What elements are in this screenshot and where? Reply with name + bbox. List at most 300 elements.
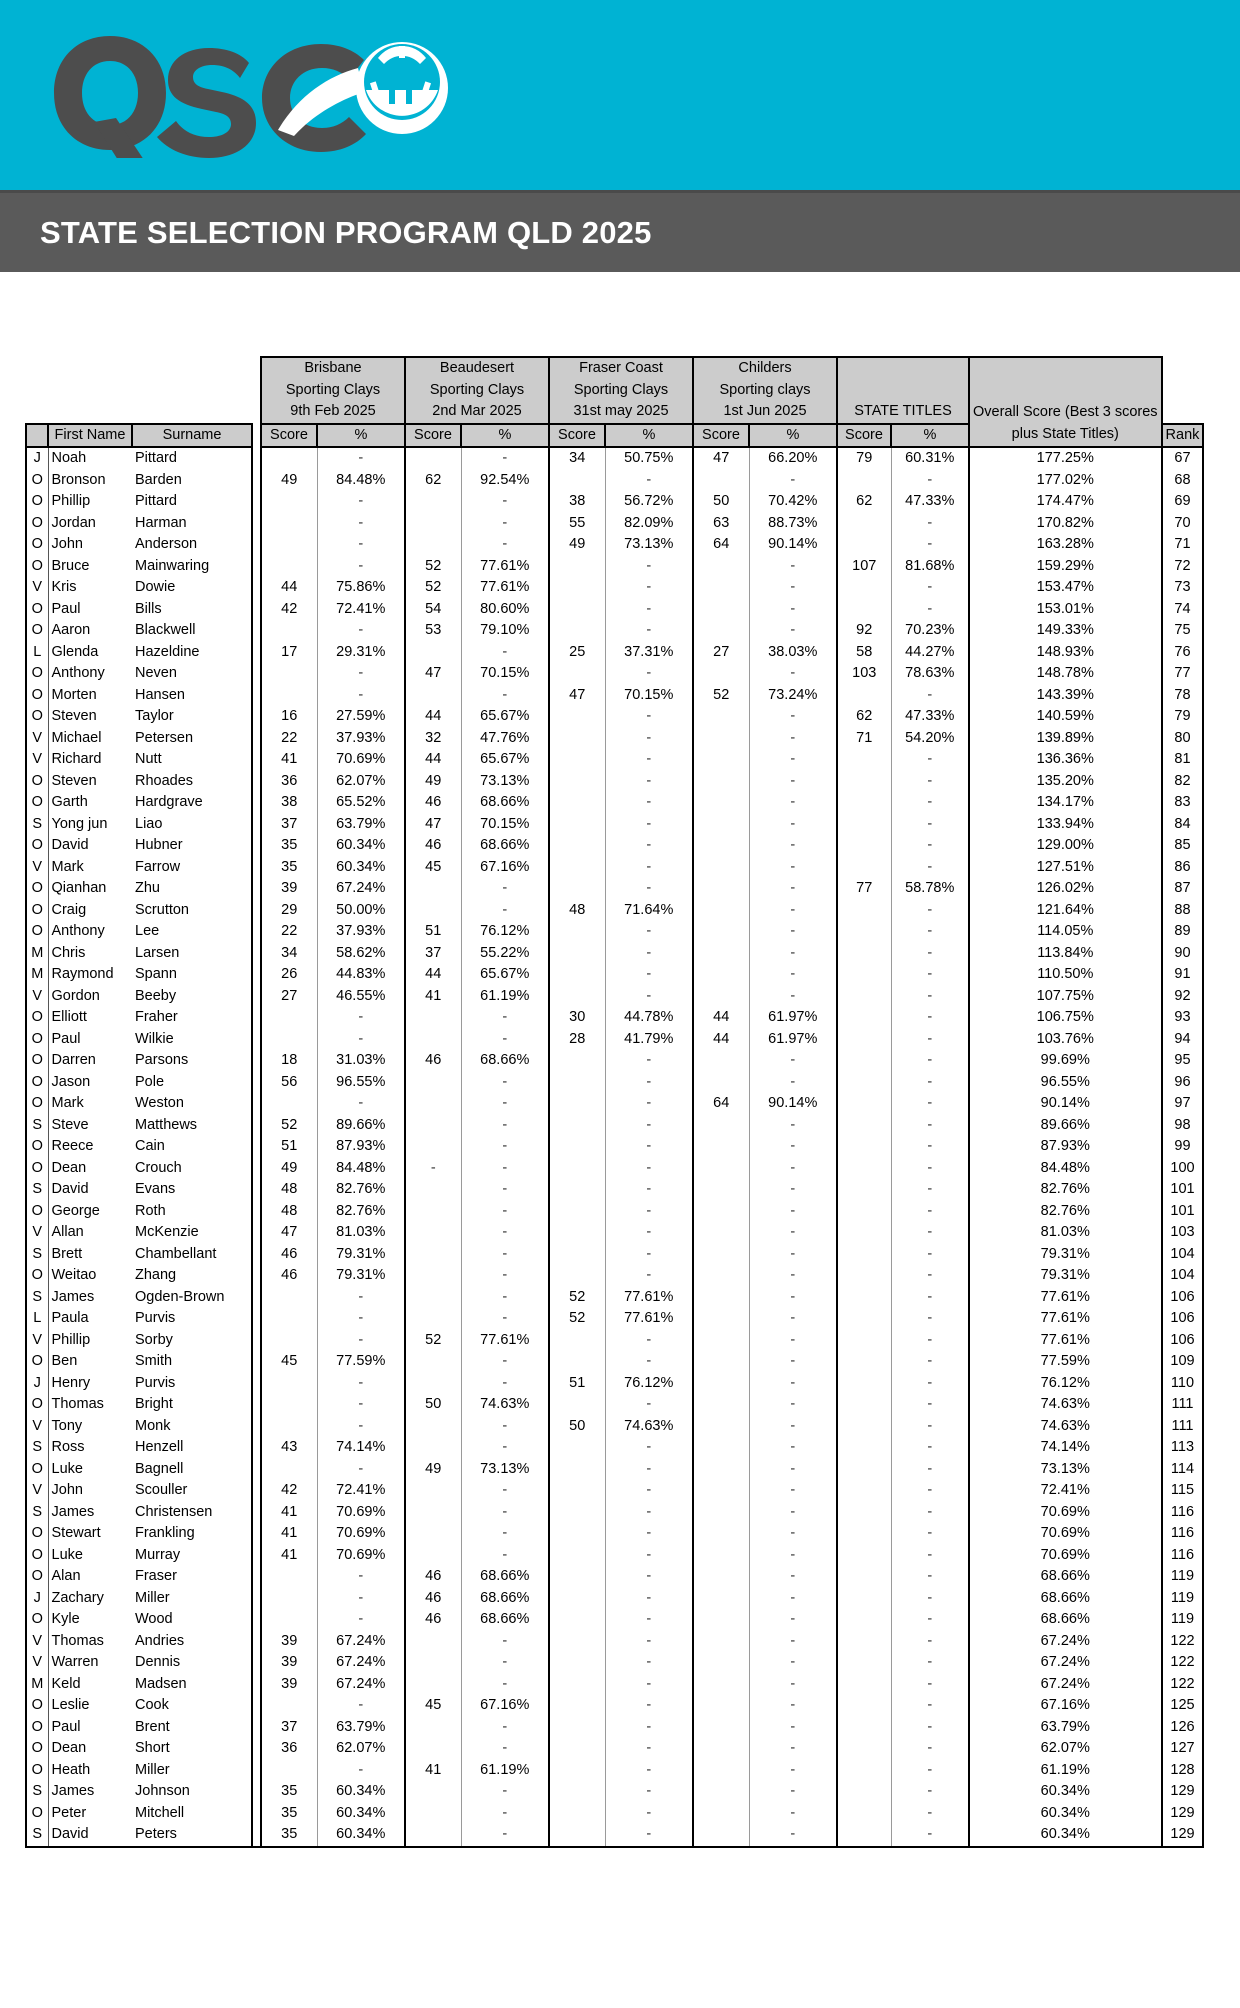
- state-titles-score: [837, 1330, 891, 1352]
- rank-value: 115: [1162, 1480, 1204, 1502]
- table-row: [26, 1287, 1203, 1309]
- fraser-percent: -: [605, 878, 693, 900]
- rank-value: 93: [1162, 1007, 1204, 1029]
- state-titles-percent: -: [891, 1781, 969, 1803]
- brisbane-percent: 67.24%: [317, 1674, 405, 1696]
- fraser-score: [549, 921, 605, 943]
- childers-score: [693, 792, 749, 814]
- table-row: [26, 534, 1203, 556]
- athlete-category: S: [26, 1502, 48, 1524]
- brisbane-percent: 58.62%: [317, 943, 405, 965]
- athlete-surname: Madsen: [132, 1674, 252, 1696]
- athlete-category: O: [26, 470, 48, 492]
- beaudesert-percent: 68.66%: [461, 1566, 549, 1588]
- overall-score: 81.03%: [969, 1222, 1162, 1244]
- overall-score: 60.34%: [969, 1781, 1162, 1803]
- fraser-percent: 82.09%: [605, 513, 693, 535]
- athlete-category: O: [26, 1394, 48, 1416]
- brisbane-score: 27: [261, 986, 317, 1008]
- childers-score: [693, 1480, 749, 1502]
- athlete-first-name: Leslie: [48, 1695, 132, 1717]
- state-titles-score: [837, 599, 891, 621]
- athlete-first-name: Jason: [48, 1072, 132, 1094]
- brisbane-percent: 70.69%: [317, 1502, 405, 1524]
- brisbane-percent: 84.48%: [317, 1158, 405, 1180]
- athlete-category: O: [26, 792, 48, 814]
- row-spacer: [252, 1158, 261, 1180]
- childers-score: [693, 749, 749, 771]
- row-spacer: [252, 534, 261, 556]
- state-titles-score: [837, 1308, 891, 1330]
- table-row: [26, 599, 1203, 621]
- brisbane-score: [261, 1373, 317, 1395]
- fraser-score: [549, 599, 605, 621]
- table-row: [26, 1222, 1203, 1244]
- row-spacer: [252, 706, 261, 728]
- childers-percent: -: [749, 1523, 837, 1545]
- overall-score: 89.66%: [969, 1115, 1162, 1137]
- row-spacer: [252, 1674, 261, 1696]
- brisbane-percent: -: [317, 1007, 405, 1029]
- beaudesert-score: [405, 534, 461, 556]
- brisbane-percent: 62.07%: [317, 1738, 405, 1760]
- fraser-percent: -: [605, 1437, 693, 1459]
- rank-value: 122: [1162, 1652, 1204, 1674]
- table-row: [26, 577, 1203, 599]
- athlete-first-name: Bronson: [48, 470, 132, 492]
- childers-percent: -: [749, 1179, 837, 1201]
- beaudesert-score: 44: [405, 964, 461, 986]
- fraser-percent: -: [605, 986, 693, 1008]
- rank-value: 87: [1162, 878, 1204, 900]
- state-titles-percent: -: [891, 792, 969, 814]
- athlete-first-name: Gordon: [48, 986, 132, 1008]
- childers-percent: -: [749, 1373, 837, 1395]
- results-table: [25, 356, 1204, 1848]
- childers-score: [693, 1351, 749, 1373]
- brisbane-score: 43: [261, 1437, 317, 1459]
- athlete-first-name: Tony: [48, 1416, 132, 1438]
- beaudesert-score: [405, 878, 461, 900]
- childers-score: [693, 1717, 749, 1739]
- childers-score: [693, 1674, 749, 1696]
- athlete-first-name: Glenda: [48, 642, 132, 664]
- beaudesert-score: [405, 1738, 461, 1760]
- brisbane-percent: -: [317, 1588, 405, 1610]
- childers-percent: -: [749, 1674, 837, 1696]
- qsc-logo: [46, 30, 466, 158]
- fraser-score: 25: [549, 642, 605, 664]
- brisbane-percent: -: [317, 1760, 405, 1782]
- state-titles-score: [837, 986, 891, 1008]
- state-titles-score: [837, 1760, 891, 1782]
- beaudesert-percent: -: [461, 1287, 549, 1309]
- childers-score: [693, 1115, 749, 1137]
- state-titles-percent: 81.68%: [891, 556, 969, 578]
- state-titles-score: [837, 1545, 891, 1567]
- brisbane-percent: 60.34%: [317, 857, 405, 879]
- beaudesert-score: [405, 1523, 461, 1545]
- state-titles-percent: 58.78%: [891, 878, 969, 900]
- athlete-category: O: [26, 1351, 48, 1373]
- beaudesert-percent: 68.66%: [461, 792, 549, 814]
- state-titles-percent: -: [891, 1480, 969, 1502]
- childers-score: [693, 706, 749, 728]
- table-row: [26, 1265, 1203, 1287]
- overall-score: 63.79%: [969, 1717, 1162, 1739]
- rank-value: 106: [1162, 1308, 1204, 1330]
- overall-score: 77.59%: [969, 1351, 1162, 1373]
- beaudesert-percent: -: [461, 1631, 549, 1653]
- athlete-category: O: [26, 1158, 48, 1180]
- athlete-first-name: Steven: [48, 771, 132, 793]
- state-titles-percent: -: [891, 1502, 969, 1524]
- beaudesert-score: 32: [405, 728, 461, 750]
- brisbane-percent: 67.24%: [317, 1652, 405, 1674]
- table-row: [26, 470, 1203, 492]
- beaudesert-percent: -: [461, 1824, 549, 1847]
- athlete-category: S: [26, 814, 48, 836]
- fraser-percent: 74.63%: [605, 1416, 693, 1438]
- rank-value: 90: [1162, 943, 1204, 965]
- brisbane-percent: -: [317, 620, 405, 642]
- childers-score: [693, 470, 749, 492]
- beaudesert-score: [405, 1287, 461, 1309]
- athlete-first-name: Mark: [48, 1093, 132, 1115]
- childers-score: [693, 1308, 749, 1330]
- athlete-first-name: Kris: [48, 577, 132, 599]
- athlete-surname: Petersen: [132, 728, 252, 750]
- overall-score: 77.61%: [969, 1330, 1162, 1352]
- athlete-surname: Farrow: [132, 857, 252, 879]
- overall-score: 113.84%: [969, 943, 1162, 965]
- childers-score: 50: [693, 491, 749, 513]
- state-titles-score: [837, 534, 891, 556]
- fraser-percent: -: [605, 663, 693, 685]
- brisbane-score: [261, 1416, 317, 1438]
- brisbane-score: 36: [261, 771, 317, 793]
- athlete-first-name: Weitao: [48, 1265, 132, 1287]
- overall-score: 153.47%: [969, 577, 1162, 599]
- athlete-category: O: [26, 921, 48, 943]
- row-spacer: [252, 663, 261, 685]
- athlete-surname: Bright: [132, 1394, 252, 1416]
- row-spacer: [252, 964, 261, 986]
- state-titles-percent: -: [891, 1007, 969, 1029]
- overall-score: 139.89%: [969, 728, 1162, 750]
- childers-percent: -: [749, 1824, 837, 1847]
- brisbane-score: [261, 1007, 317, 1029]
- beaudesert-percent: -: [461, 685, 549, 707]
- athlete-surname: Dowie: [132, 577, 252, 599]
- athlete-category: V: [26, 728, 48, 750]
- brisbane-score: 41: [261, 749, 317, 771]
- childers-percent: -: [749, 1502, 837, 1524]
- fraser-score: [549, 1523, 605, 1545]
- athlete-first-name: Ben: [48, 1351, 132, 1373]
- rank-value: 77: [1162, 663, 1204, 685]
- state-titles-percent: -: [891, 685, 969, 707]
- row-spacer: [252, 1717, 261, 1739]
- beaudesert-score: 50: [405, 1394, 461, 1416]
- overall-score: 99.69%: [969, 1050, 1162, 1072]
- fraser-percent: -: [605, 792, 693, 814]
- table-row: [26, 728, 1203, 750]
- fraser-percent: -: [605, 1803, 693, 1825]
- athlete-category: O: [26, 1803, 48, 1825]
- athlete-first-name: David: [48, 1824, 132, 1847]
- childers-score: 44: [693, 1029, 749, 1051]
- childers-percent: 38.03%: [749, 642, 837, 664]
- state-titles-score: [837, 1695, 891, 1717]
- childers-score: [693, 964, 749, 986]
- row-spacer: [252, 1738, 261, 1760]
- state-titles-percent: -: [891, 1760, 969, 1782]
- beaudesert-score: [405, 1652, 461, 1674]
- childers-score: [693, 728, 749, 750]
- childers-score: [693, 1545, 749, 1567]
- beaudesert-score: 49: [405, 771, 461, 793]
- athlete-first-name: Kyle: [48, 1609, 132, 1631]
- brisbane-score: 48: [261, 1201, 317, 1223]
- athlete-first-name: John: [48, 534, 132, 556]
- childers-percent: -: [749, 706, 837, 728]
- childers-score: 64: [693, 1093, 749, 1115]
- fraser-percent: -: [605, 1523, 693, 1545]
- childers-percent: -: [749, 620, 837, 642]
- brisbane-score: [261, 1609, 317, 1631]
- athlete-first-name: Noah: [48, 447, 132, 470]
- athlete-first-name: Allan: [48, 1222, 132, 1244]
- athlete-surname: Smith: [132, 1351, 252, 1373]
- overall-score: 61.19%: [969, 1760, 1162, 1782]
- childers-score: [693, 556, 749, 578]
- beaudesert-score: [405, 642, 461, 664]
- beaudesert-score: [405, 1351, 461, 1373]
- fraser-percent: 76.12%: [605, 1373, 693, 1395]
- childers-score: [693, 814, 749, 836]
- athlete-category: S: [26, 1437, 48, 1459]
- beaudesert-score: [405, 1093, 461, 1115]
- state-titles-score: [837, 1459, 891, 1481]
- overall-score: 103.76%: [969, 1029, 1162, 1051]
- athlete-first-name: Reece: [48, 1136, 132, 1158]
- athlete-category: O: [26, 1029, 48, 1051]
- beaudesert-score: 52: [405, 577, 461, 599]
- overall-score: 177.25%: [969, 447, 1162, 470]
- childers-score: 44: [693, 1007, 749, 1029]
- table-row: [26, 513, 1203, 535]
- athlete-surname: Zhang: [132, 1265, 252, 1287]
- athlete-first-name: Peter: [48, 1803, 132, 1825]
- fraser-percent: -: [605, 728, 693, 750]
- childers-score: 64: [693, 534, 749, 556]
- brisbane-percent: 67.24%: [317, 1631, 405, 1653]
- fraser-score: [549, 792, 605, 814]
- childers-percent: -: [749, 1781, 837, 1803]
- fraser-score: [549, 1179, 605, 1201]
- brisbane-score: [261, 685, 317, 707]
- athlete-surname: Matthews: [132, 1115, 252, 1137]
- overall-label-line1: Overall Score: [973, 404, 1061, 420]
- athlete-category: O: [26, 900, 48, 922]
- athlete-first-name: Anthony: [48, 663, 132, 685]
- table-row: [26, 814, 1203, 836]
- brisbane-percent: -: [317, 685, 405, 707]
- table-row: [26, 1416, 1203, 1438]
- brisbane-percent: 79.31%: [317, 1265, 405, 1287]
- beaudesert-percent: -: [461, 491, 549, 513]
- table-row: [26, 1760, 1203, 1782]
- state-titles-score: [837, 1244, 891, 1266]
- state-titles-percent: 78.63%: [891, 663, 969, 685]
- state-titles-score: [837, 1373, 891, 1395]
- fraser-percent: 44.78%: [605, 1007, 693, 1029]
- childers-score: [693, 1781, 749, 1803]
- brisbane-percent: 50.00%: [317, 900, 405, 922]
- beaudesert-score: 62: [405, 470, 461, 492]
- table-row: [26, 1072, 1203, 1094]
- table-row: [26, 1050, 1203, 1072]
- brisbane-score: 35: [261, 835, 317, 857]
- athlete-first-name: Morten: [48, 685, 132, 707]
- table-row: [26, 1394, 1203, 1416]
- childers-score: [693, 1244, 749, 1266]
- state-titles-percent: -: [891, 1308, 969, 1330]
- athlete-surname: Ogden-Brown: [132, 1287, 252, 1309]
- overall-score: 82.76%: [969, 1179, 1162, 1201]
- state-titles-percent: -: [891, 814, 969, 836]
- fraser-percent: -: [605, 1738, 693, 1760]
- overall-score: 143.39%: [969, 685, 1162, 707]
- brisbane-percent: -: [317, 1308, 405, 1330]
- state-titles-percent: -: [891, 1824, 969, 1847]
- brisbane-percent: -: [317, 1394, 405, 1416]
- state-titles-percent: -: [891, 1631, 969, 1653]
- athlete-surname: Evans: [132, 1179, 252, 1201]
- childers-score: [693, 1201, 749, 1223]
- brisbane-score: 35: [261, 1824, 317, 1847]
- childers-percent: 73.24%: [749, 685, 837, 707]
- rank-value: 114: [1162, 1459, 1204, 1481]
- athlete-surname: Christensen: [132, 1502, 252, 1524]
- state-titles-score: [837, 1480, 891, 1502]
- overall-score: 129.00%: [969, 835, 1162, 857]
- childers-percent: -: [749, 1717, 837, 1739]
- rank-value: 104: [1162, 1265, 1204, 1287]
- fraser-score: [549, 1545, 605, 1567]
- table-row: [26, 1351, 1203, 1373]
- athlete-first-name: Phillip: [48, 491, 132, 513]
- beaudesert-score: [405, 1373, 461, 1395]
- state-titles-percent: -: [891, 1652, 969, 1674]
- row-spacer: [252, 470, 261, 492]
- athlete-category: O: [26, 1566, 48, 1588]
- athlete-first-name: Richard: [48, 749, 132, 771]
- rank-value: 92: [1162, 986, 1204, 1008]
- rank-value: 109: [1162, 1351, 1204, 1373]
- brisbane-percent: -: [317, 1330, 405, 1352]
- athlete-surname: Sorby: [132, 1330, 252, 1352]
- childers-percent: -: [749, 1072, 837, 1094]
- rank-value: 129: [1162, 1824, 1204, 1847]
- state-titles-percent: -: [891, 1201, 969, 1223]
- brisbane-score: 41: [261, 1545, 317, 1567]
- brisbane-percent: 31.03%: [317, 1050, 405, 1072]
- childers-percent: -: [749, 1136, 837, 1158]
- athlete-surname: Spann: [132, 964, 252, 986]
- state-titles-percent: -: [891, 1523, 969, 1545]
- state-titles-percent: -: [891, 986, 969, 1008]
- athlete-first-name: Paul: [48, 1717, 132, 1739]
- state-titles-percent: -: [891, 771, 969, 793]
- beaudesert-score: 46: [405, 1566, 461, 1588]
- fraser-score: 38: [549, 491, 605, 513]
- table-row: [26, 1803, 1203, 1825]
- athlete-category: V: [26, 1480, 48, 1502]
- col-rank: Rank: [1162, 424, 1204, 448]
- beaudesert-score: [405, 1179, 461, 1201]
- table-row: [26, 1480, 1203, 1502]
- athlete-first-name: Steven: [48, 706, 132, 728]
- athlete-surname: Monk: [132, 1416, 252, 1438]
- athlete-first-name: Garth: [48, 792, 132, 814]
- athlete-first-name: John: [48, 1480, 132, 1502]
- athlete-surname: Purvis: [132, 1308, 252, 1330]
- rank-value: 97: [1162, 1093, 1204, 1115]
- state-titles-percent: -: [891, 1588, 969, 1610]
- fraser-percent: 77.61%: [605, 1287, 693, 1309]
- row-spacer: [252, 1803, 261, 1825]
- brisbane-score: 39: [261, 1652, 317, 1674]
- fraser-percent: 37.31%: [605, 642, 693, 664]
- table-row: [26, 706, 1203, 728]
- brisbane-date: 9th Feb 2025: [290, 403, 376, 419]
- childers-percent: 66.20%: [749, 447, 837, 470]
- athlete-surname: Miller: [132, 1760, 252, 1782]
- brisbane-venue: Brisbane: [304, 360, 362, 376]
- rank-value: 126: [1162, 1717, 1204, 1739]
- childers-score: [693, 1437, 749, 1459]
- beaudesert-score: 54: [405, 599, 461, 621]
- beaudesert-score: [405, 1803, 461, 1825]
- beaudesert-percent: -: [461, 1158, 549, 1180]
- beaudesert-score: [405, 1201, 461, 1223]
- brisbane-score: 39: [261, 1674, 317, 1696]
- state-titles-percent: -: [891, 577, 969, 599]
- athlete-first-name: Aaron: [48, 620, 132, 642]
- beaudesert-score: 47: [405, 814, 461, 836]
- beaudesert-percent: -: [461, 1351, 549, 1373]
- overall-score: 87.93%: [969, 1136, 1162, 1158]
- beaudesert-score: [405, 1631, 461, 1653]
- col-childers-percent: %: [749, 424, 837, 448]
- table-row: [26, 1158, 1203, 1180]
- childers-percent: -: [749, 1588, 837, 1610]
- beaudesert-percent: -: [461, 1373, 549, 1395]
- athlete-surname: Pittard: [132, 447, 252, 470]
- athlete-first-name: George: [48, 1201, 132, 1223]
- rank-value: 83: [1162, 792, 1204, 814]
- fraser-score: [549, 1480, 605, 1502]
- brisbane-score: [261, 491, 317, 513]
- state-titles-score: [837, 814, 891, 836]
- athlete-category: O: [26, 1717, 48, 1739]
- rank-value: 116: [1162, 1523, 1204, 1545]
- rank-value: 110: [1162, 1373, 1204, 1395]
- state-titles-score: 79: [837, 447, 891, 470]
- table-body: [26, 447, 1203, 1847]
